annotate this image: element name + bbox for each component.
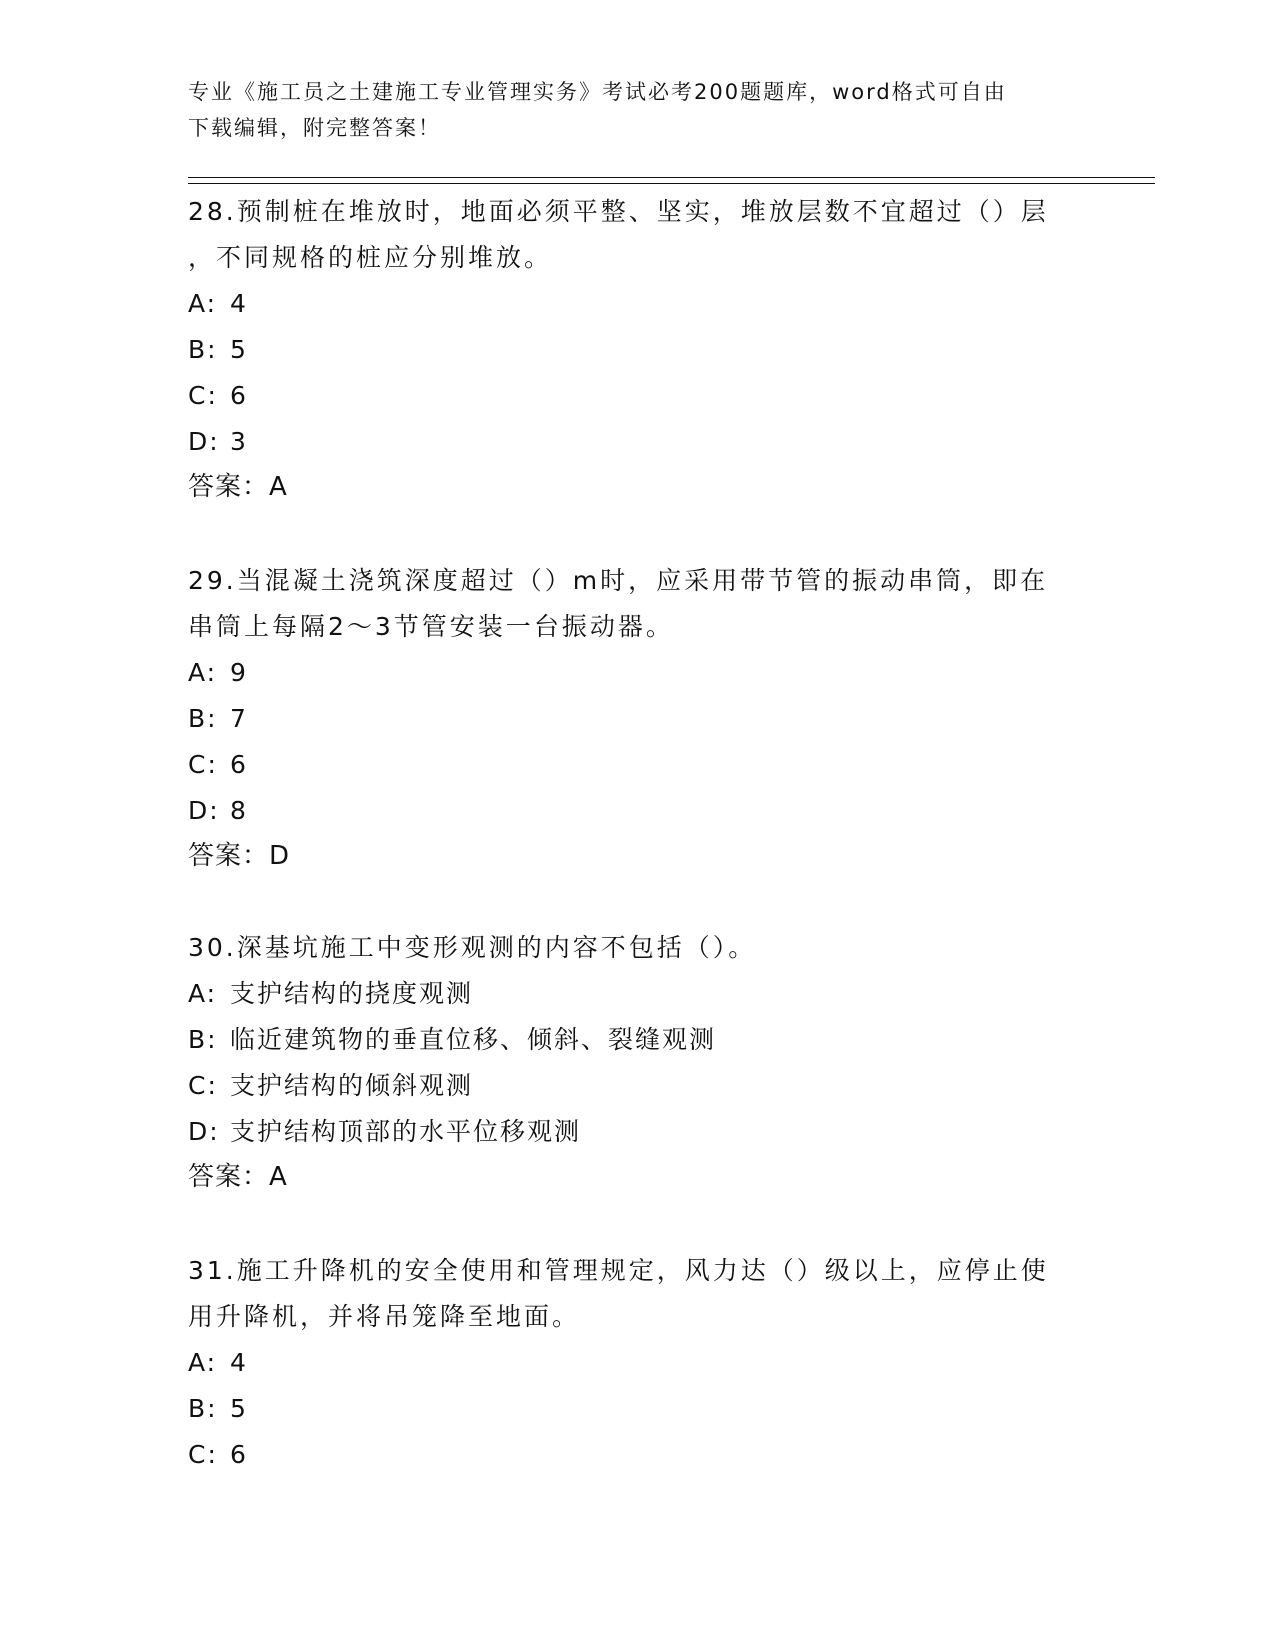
- option-a: [188, 971, 1088, 1017]
- option-b: [188, 1386, 1088, 1432]
- option-c: [188, 1063, 1088, 1109]
- option-a: [188, 650, 1088, 696]
- option-text: 支护结构顶部的水平位移观测: [230, 1117, 582, 1146]
- question-31: [188, 1248, 1088, 1478]
- option-b: [188, 327, 1088, 373]
- option-label: B:: [188, 704, 218, 733]
- option-c: [188, 1432, 1088, 1478]
- option-c: [188, 742, 1088, 788]
- option-text: 7: [230, 704, 248, 733]
- option-label: D:: [188, 1117, 220, 1146]
- option-label: C:: [188, 750, 218, 779]
- header-line-2: 下载编辑，附完整答案！: [188, 116, 441, 140]
- header-line-1: 专业《施工员之土建施工专业管理实务》考试必考200题题库，word格式可自由: [188, 80, 1007, 104]
- header-divider-top: [188, 177, 1155, 178]
- question-stem-line: 28.预制桩在堆放时，地面必须平整、坚实，堆放层数不宜超过（）层: [188, 197, 1049, 226]
- question-29: [188, 558, 1088, 878]
- question-stem-line: 29.当混凝土浇筑深度超过（）m时，应采用带节管的振动串筒，即在: [188, 566, 1049, 595]
- answer: 答案：D: [188, 841, 291, 871]
- document-header: [188, 74, 1068, 146]
- option-label: C:: [188, 1071, 218, 1100]
- option-text: 4: [230, 289, 248, 318]
- option-label: A:: [188, 289, 218, 318]
- option-label: C:: [188, 1440, 218, 1469]
- option-text: 3: [230, 427, 248, 456]
- question-stem-line: 串筒上每隔2～3节管安装一台振动器。: [188, 612, 674, 641]
- option-label: A:: [188, 1348, 218, 1377]
- option-label: B:: [188, 1394, 218, 1423]
- option-text: 6: [230, 1440, 248, 1469]
- option-label: B:: [188, 335, 218, 364]
- question-stem-line: 用升降机，并将吊笼降至地面。: [188, 1302, 581, 1331]
- answer: 答案：A: [188, 472, 288, 502]
- option-text: 支护结构的挠度观测: [230, 979, 474, 1008]
- option-label: C:: [188, 381, 218, 410]
- option-text: 9: [230, 658, 248, 687]
- option-b: [188, 696, 1088, 742]
- option-label: A:: [188, 979, 218, 1008]
- question-stem-line: 31.施工升降机的安全使用和管理规定，风力达（）级以上，应停止使: [188, 1256, 1049, 1285]
- question-28: [188, 189, 1088, 509]
- option-text: 5: [230, 1394, 248, 1423]
- option-b: [188, 1017, 1088, 1063]
- option-text: 6: [230, 750, 248, 779]
- question-stem-line: 30.深基坑施工中变形观测的内容不包括（）。: [188, 933, 757, 962]
- answer: 答案：A: [188, 1162, 288, 1192]
- option-text: 4: [230, 1348, 248, 1377]
- header-divider-bottom: [188, 183, 1155, 184]
- question-stem-line: ，不同规格的桩应分别堆放。: [188, 243, 553, 272]
- option-text: 8: [230, 796, 248, 825]
- option-label: A:: [188, 658, 218, 687]
- option-d: [188, 788, 1088, 834]
- option-d: [188, 1109, 1088, 1155]
- option-label: B:: [188, 1025, 218, 1054]
- option-text: 5: [230, 335, 248, 364]
- option-text: 6: [230, 381, 248, 410]
- question-30: [188, 925, 1088, 1199]
- option-a: [188, 1340, 1088, 1386]
- option-label: D:: [188, 427, 220, 456]
- option-d: [188, 419, 1088, 465]
- option-label: D:: [188, 796, 220, 825]
- option-text: 支护结构的倾斜观测: [230, 1071, 474, 1100]
- option-text: 临近建筑物的垂直位移、倾斜、裂缝观测: [230, 1025, 717, 1054]
- option-a: [188, 281, 1088, 327]
- option-c: [188, 373, 1088, 419]
